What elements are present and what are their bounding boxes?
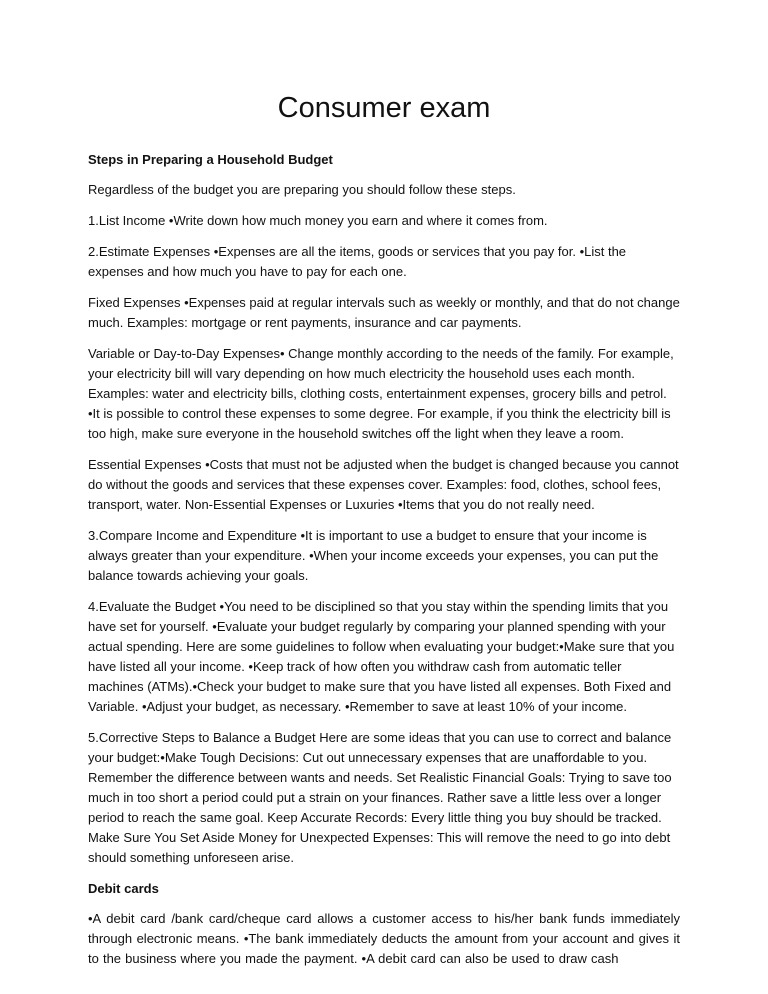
step-1-list-income: 1.List Income •Write down how much money you earn and where it comes from. — [88, 213, 548, 228]
fixed-expenses-paragraph: Fixed Expenses •Expenses paid at regular intervals such as weekly or monthly, and that do not change much. Examples: mortgage or rent payments, insurance and car payments. — [88, 295, 680, 330]
step-3-compare-income: 3.Compare Income and Expenditure •It is important to use a budget to ensure that your income is always greater than your expenditure. •When your income exceeds your expenses, you can put the balance towards achieving your goals. — [88, 528, 659, 583]
step-4-evaluate-budget: 4.Evaluate the Budget •You need to be disciplined so that you stay within the spending limits that you have set for yourself. •Evaluate your budget regularly by comparing your planned spending with your actual spending. Here are some guidelines to follow when evaluating your budget:•Make sure that you have listed all your income. •Keep track of how often you withdraw cash from automatic teller machines (ATMs).•Check your budget to make sure that you have listed all expenses. Both Fixed and Variable. •Adjust your budget, as necessary. •Remember to save at least 10% of your income. — [88, 599, 675, 714]
section-heading-household-budget: Steps in Preparing a Household Budget — [88, 152, 333, 167]
document-title: Consumer exam — [277, 92, 491, 124]
debit-cards-paragraph: •A debit card /bank card/cheque card allows a customer access to his/her bank funds immediately through electronic means. •The bank immediately deducts the amount from your account and gives it to the business where you made the payment. •A debit card can also be used to draw cash — [88, 911, 680, 966]
step-5-corrective-steps: 5.Corrective Steps to Balance a Budget Here are some ideas that you can use to correct and balance your budget:•Make Tough Decisions: Cut out unnecessary expenses that are unaffordable to you. Remember the difference between wants and needs. Set Realistic Financial Goals: Trying to save too much in too short a period could put a strain on your finances. Rather save a little less over a longer period to reach the same goal. Keep Accurate Records: Every little thing you buy should be tracked. Make Sure You Set Aside Money for Unexpected Expenses: This will remove the need to go into debt should something unforeseen arise. — [88, 730, 672, 865]
intro-paragraph: Regardless of the budget you are preparing you should follow these steps. — [88, 182, 516, 197]
variable-expenses-paragraph: Variable or Day-to-Day Expenses• Change monthly according to the needs of the family. For example, your electricity bill will vary depending on how much electricity the household uses each month. Examples: water and electricity bills, clothing costs, entertainment expenses, grocery bills and petrol. •It is possible to control these expenses to some degree. For example, if you think the electricity bill is too high, make sure everyone in the household switches off the light when they leave a room. — [88, 346, 674, 441]
essential-expenses-paragraph: Essential Expenses •Costs that must not be adjusted when the budget is changed because you cannot do without the goods and services that these expenses cover. Examples: food, clothes, school fees, transport, water. Non-Essential Expenses or Luxuries •Items that you do not really need. — [88, 457, 679, 512]
section-heading-debit-cards: Debit cards — [88, 881, 159, 896]
step-2-estimate-expenses: 2.Estimate Expenses •Expenses are all the items, goods or services that you pay for. •List the expenses and how much you have to pay for each one. — [88, 244, 627, 279]
